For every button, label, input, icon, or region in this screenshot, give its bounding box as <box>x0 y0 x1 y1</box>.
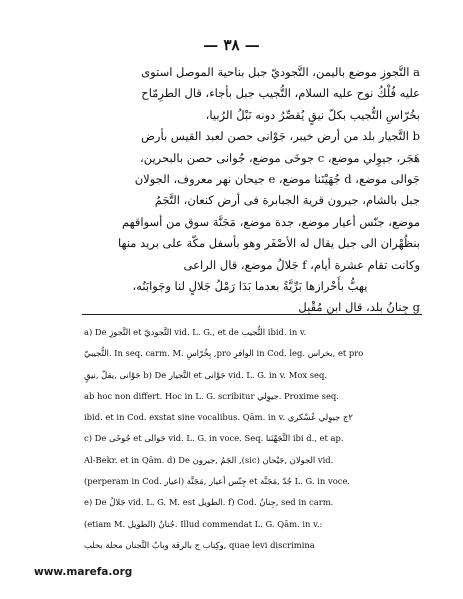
footnote-line: ibid. et in Cod. exstat sine vocalibus. Qām. in v. ٢ج جيوِلي عُسْكري <box>84 412 353 423</box>
footnote-line: ab hoc non differt. Hoc in L. G. scribitur جيوِلي. Proxime seq. <box>84 390 339 401</box>
text-line: هَجَر، جيوِلي موضع، c جوخَى موضع، جُوانى حصن بالبحرين، <box>140 150 420 165</box>
text-line: جبل بالشام، جيرون قرية الجبابرة فى أرض كنعان، التَّجَمُ <box>154 193 420 208</box>
footnote-line: وكِتاب ج بالرقة وبابُ التَّجنان محلة بحلب, quae levi discrimina <box>84 539 315 550</box>
footnote-separator <box>82 314 422 315</box>
footnote-line: Al-Bekr. et in Qām. d) De الجَمُ ,جيرون ,(sic) الجولان ,جَيْحان vid. <box>84 454 334 465</box>
page-number: — ٣٨ — <box>203 36 260 54</box>
footnote-line: (perperam in Cod. اعيار) جِنّس أعيار ,مَجَنَّة et جُدّ ,مَجَنَّة L. G. in voce. <box>84 476 351 487</box>
text-line: a التَّجوزِ موضع باليمن، التَّجوديّ جبل بناحية الموصل استوى <box>141 65 420 79</box>
text-line: g جِنانُ بلد، قال ابن مُقْبِل <box>298 300 420 315</box>
verse-line: يهبُّ بأَحْرازها بَرِّيَّةً بعدما بَدَا رَمْلُ جَلالٍ لنا وجَوابَنُه، <box>132 279 368 294</box>
footnote-line: (etiam M. الطويل) جُنانُ. Illud commendat L. G. Qām. in v.: <box>84 518 323 529</box>
footnotes <box>84 322 422 556</box>
footnote-line: a) De التَّجوزِ et التَّجوديّ vid. L. G., et de التُّجيب ibid. in v. <box>84 327 307 337</box>
text-line: بنظُهْران الى جبل يقال له الأصْفَر وهو بأسفل مكّة على بريد منها <box>118 236 420 251</box>
text-line: موضع، جنّس أعيار موضع، جدة موضع، مَجَنَّة سوق من أسواقهم <box>121 214 420 229</box>
footnote-line: c) De جُوخَى et جَوالى vid. L. G. in voce. Seq. التَّجَهْنَنا ibi d., et ap. <box>84 433 344 444</box>
text-line: جَوالى موضع، d جُهَيْنَنا موضع، e جيحان نهر معروف، الجولان <box>134 172 420 187</box>
footnote-line: جَوْانى ,يقلّ ,نيقٍ b) De التَّجيار et جَوْانى vid. L. G. in v. Mox seq. <box>84 369 328 380</box>
watermark-url: www.marefa.org <box>34 566 133 578</box>
text-line: بخُرّاسِ التُّجيب بكلّ نيقٍ يُقصِّرُ دونه نَبْلُ الرُبيا، <box>205 107 420 122</box>
footnote-line: التُّجيبيّ. In seq. carm. M. بِخُرّاسِ ,pro الوافرِ in Cod. leg. بخراس, et pro <box>84 348 364 359</box>
text-line: b التَّجيار بلد من أرض خيبر، جَوْانى حصن لعبد القيس بأرض <box>140 129 420 144</box>
text-line: عليه فُلْكُ نوح عليه السلام، التُّجيب جبل بأجاء، قال الطرِمّاح <box>141 86 420 101</box>
text-line: وكانت تقام عشرة أيام، f جَلالُ موضع، قال الراعى <box>183 257 420 272</box>
footnote-line: e) De جَلالُ vid. L. G. M. est الطويل. f) Cod. جِنانُ, sed in carm. <box>84 497 334 508</box>
arabic-main-text <box>80 62 420 319</box>
